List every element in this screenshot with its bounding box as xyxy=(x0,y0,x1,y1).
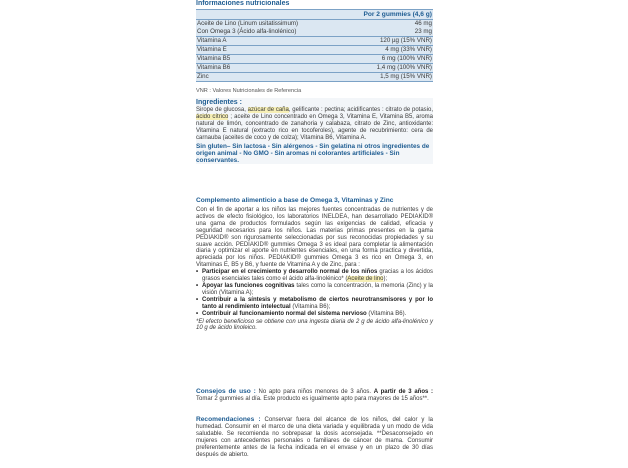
description-title: Complemento alimenticio a base de Omega 3, Vitaminas y Zinc xyxy=(196,197,394,204)
usage-text: Consejos de uso : No apto para niños menores de 3 años. A partir de 3 años : Tomar 2 gummies al día. Este producto es igualmente apto para mayores de 15 años**. xyxy=(196,388,434,402)
benefit-item: • Contribuir a la síntesis y metabolismo de ciertos neurotransmisores y por lo tanto al rendimiento intelectual (Vitamina B6); xyxy=(196,297,433,311)
nutrition-row xyxy=(196,46,433,55)
benefit-list xyxy=(196,269,433,317)
usage-section xyxy=(196,389,433,403)
recommendations-text: Recomendaciones : Conservar fuera del alcance de los niños, del calor y la humedad. Consumir en el marco de una dieta variada y equilibrada y un modo de vida saludable. Se recomienda no sobrepasar la dosis aconsejada. **Desaconsejado en mujeres con antecedentes personales o familiares de cáncer de mama. Consumir preferentemente antes de la fecha indicada en el envase y en un plazo de 30 días después de abierto. xyxy=(196,416,433,458)
nutrition-per-header: Por 2 gummies (4,6 g) xyxy=(196,10,433,20)
nutrient-value: 6 mg (100% VNR) xyxy=(381,55,432,62)
nutrient-name: Zinc xyxy=(197,73,209,80)
nutrient-name: Vitamina B6 xyxy=(197,64,231,71)
footnote: *El efecto beneficioso se obtiene con una ingesta diaria de 2 g de ácido alfa-linolénico y 10 g de ácido linoleico. xyxy=(196,318,433,332)
nutrient-value: 120 µg (15% VNR) xyxy=(379,37,432,44)
nutrient-value: 1,5 mg (15% VNR) xyxy=(380,73,432,80)
nutrient-name: Vitamina B5 xyxy=(197,55,231,62)
recommendations-section xyxy=(196,417,433,458)
nutrient-value: 46 mg xyxy=(414,20,432,27)
vnr-note: VNR : Valores Nutricionales de Referencia xyxy=(196,88,302,94)
nutrient-value: 1,4 mg (100% VNR) xyxy=(376,64,432,71)
nutrition-row xyxy=(196,73,433,82)
nutrition-table xyxy=(196,10,433,82)
description-section xyxy=(196,197,433,332)
nutrition-row xyxy=(196,20,433,28)
nutrition-row xyxy=(196,28,433,37)
nutrient-name: Aceite de Lino (Linum usitatissimum) xyxy=(197,20,299,27)
nutrition-title: Informaciones nutricionales xyxy=(196,0,290,7)
nutrient-name: Vitamina E xyxy=(197,46,227,53)
nutrition-rows xyxy=(196,20,433,82)
nutrient-name: Con Omega 3 (Ácido alfa-linolénico) xyxy=(197,28,297,35)
benefit-item: • Apoyar las funciones cognitivas tales como la concentración, la memoria (Zinc) y la visión (Vitamina A); xyxy=(196,283,433,297)
benefit-item: • Participar en el crecimiento y desarrollo normal de los niños gracias a los ácidos grasos esenciales tales como el ácido alfa-linolénico* (Aceite de lino); xyxy=(196,269,433,283)
description-text: Con el fin de aportar a los niños las mejores fuentes concentradas de nutrientes y de activos de efecto fisiológico, los laboratorios INELDEA, han desarrollado PEDIAKID® una gama de productos formulados según las exigencias de calidad, eficacia y seguridad necesarios para los niños. Las materias primas presentes en la gama PEDIAKID® son rigurosamente seleccionadas por sus reconocidas propiedades y su suave acción. PEDIAKID® gummies Omega 3 es ideal para completar la alimentación diaria y optimizar el aporte en nutrientes esenciales, en una forma practica y divertida, apreciada por los niños. PEDIAKID® gummies Omega 3 es rico en Omega 3, en Vitaminas E, B5 y B6, y fuente de Vitamina A y de Zinc, para : xyxy=(196,207,433,269)
nutrient-value: 4 mg (33% VNR) xyxy=(385,46,432,53)
ingredients-section xyxy=(196,98,433,164)
ingredients-title: Ingredientes : xyxy=(196,99,242,106)
nutrition-row xyxy=(196,55,433,64)
nutrition-row xyxy=(196,64,433,73)
nutrient-name: Vitamina A xyxy=(197,37,227,44)
ingredients-text: Sirope de glucosa, azúcar de caña, gelificante : pectina; acidificantes : citrato de potasio, ácido cítrico ; aceite de Lino concentrado en Omega 3, Vitamina E, Vitamina B5, aroma natural de limón, concentrado de zanahoria y calabaza, citrato de Zinc, antioxidante: Vitamina E natural (extracto rico en tocoferoles), agente de recubrimiento: cera de carnauba (aceites de coco y de colza); Vitamina B6, Vitamina A. xyxy=(196,107,434,141)
ingredients-claims: Sin gluten– Sin lactosa - Sin alérgenos - Sin gelatina ni otros ingredientes de origen animal - No GMO - Sin aromas ni colorantes artificiales - Sin conservantes. xyxy=(196,142,430,164)
benefit-item: • Contribuir al funcionamiento normal del sistema nervioso (Vitamina B6). xyxy=(196,311,433,318)
nutrition-section xyxy=(196,0,433,95)
nutrition-row xyxy=(196,37,433,46)
nutrient-value: 23 mg xyxy=(414,28,432,35)
